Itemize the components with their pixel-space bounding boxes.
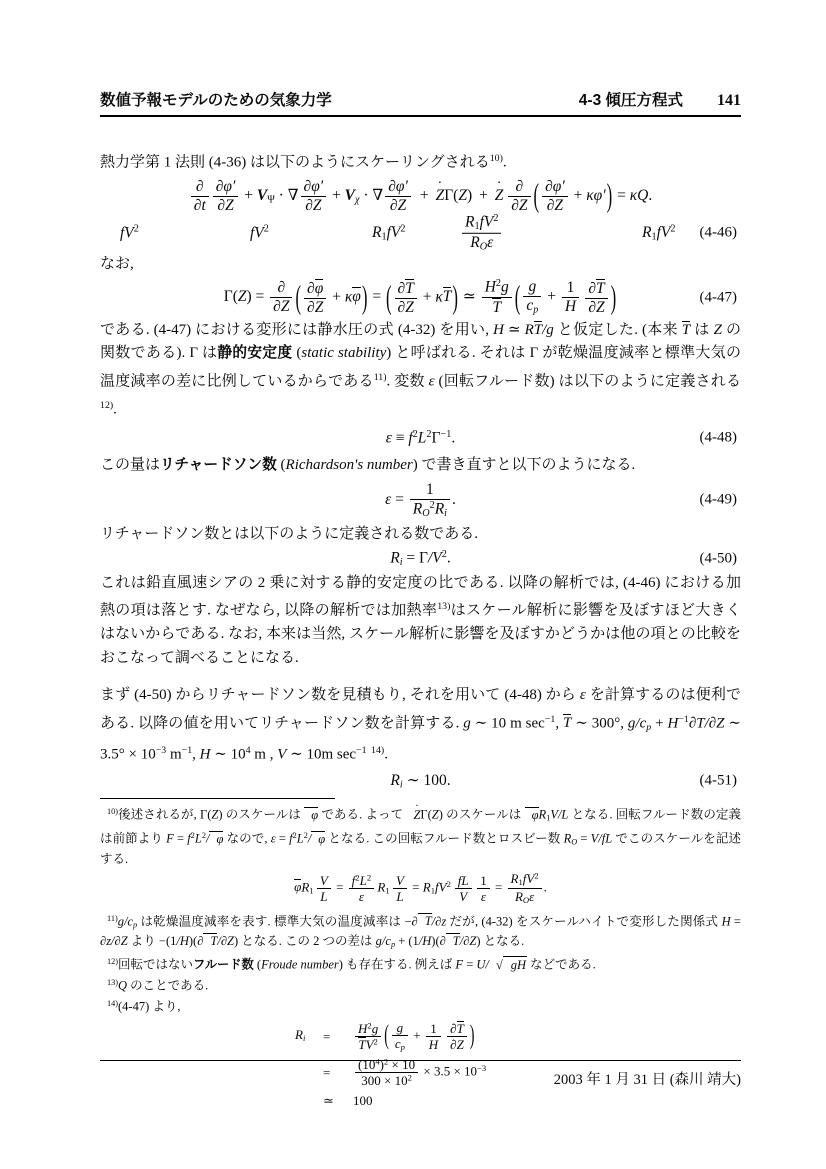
footnote-13: $^{13)}$Q のことである.: [107, 977, 209, 993]
equation-4-50: [100, 549, 741, 568]
footer-date: 2003 年 1 月 31 日 (森川 靖大): [553, 1072, 741, 1088]
equation-4-49-body: ε = $\frac{1}{RO^2Ri}$ .: [385, 480, 456, 520]
equation-4-49: [100, 481, 741, 520]
footnote-rule: [100, 798, 335, 799]
equation-4-51-body: Ri ∼ 100.: [390, 771, 451, 791]
paragraph-estimate: まず (4-50) からリチャードソン数を見積もり, それを用いて (4-48) から ε を計算するのは便利である. 以降の値を用いてリチャードソン数を計算する. g ∼ 10 m $\sec^{-1}$, T ∼ 300°, $g/cp + H^{-1}\partial T/\partial Z$ ∼ $3.5^\circ \times 10^{-3}$ $m^{-1}$, H ∼ $10^4$ m , V ∼ 10m $\sec^{-1} ^{14)}$.: [100, 687, 741, 763]
footnote-14: $^{14)}$(4-47) より,: [107, 998, 181, 1014]
fn14-rel-2: =: [323, 1065, 331, 1081]
equation-tag-4-48: (4-48): [699, 429, 737, 446]
paragraph-static-stability: である. (4-47) における変形には静水圧の式 (4-32) を用い, H ≃ RT/g と仮定した. (本来 T は Z の関数である). Γ は静的安定度 (static stability) と呼ばれる. それは Γ が乾燥温度減率と標準大気の温度減率の差に比例しているからである$^{11)}$. 変数 ε (回転フルード数) は以下のように定義される$^{12)}$.: [100, 321, 741, 418]
footnote-14-eq-row-1: [295, 1020, 741, 1053]
header-right: [579, 88, 741, 110]
section-title: 4-3 傾圧方程式: [578, 92, 683, 109]
equation-tag-4-49: (4-49): [699, 491, 737, 508]
paragraph-richardson-def: リチャードソン数とは以下のように定義される数である.: [100, 525, 479, 542]
fn14-lhs: Ri: [295, 1027, 306, 1044]
paragraph-shear-ratio: これは鉛直風速シアの 2 乗に対する静的安定度の比である. 以降の解析では, (4-46) における加熱の項は落とす. なぜなら, 以降の解析では加熱率$^{13)}$はスケール解析に影響を及ぼすほど大きくはないからである. なお, 本来は当然, スケール解析に影響を及ぼすかどうかは他の項との比較をおこなって調べることになる.: [100, 574, 741, 666]
equation-tag-4-50: (4-50): [699, 550, 737, 567]
scale-label-2: $fV^2$: [250, 223, 269, 242]
scale-label-1: $fV^2$: [120, 223, 139, 242]
book-title: 数値予報モデルのための気象力学: [100, 92, 332, 109]
page-header: [100, 88, 741, 117]
footnote-14-eq-row-3: [295, 1092, 741, 1109]
equation-tag-4-51: (4-51): [699, 772, 737, 789]
paragraph-nao: なお,: [100, 255, 134, 272]
equation-4-47-body: Γ(Z) = $\frac{\partial}{\partial Z}$ ( $\frac{\partial\varphi}{\partial Z}$ + κφ ) = ( $\frac{\partial T}{\partial Z}$ + κT ) ≃ $\frac{H^2g}{T}$ ( $\frac{g}{cp}$ + $\frac{1}{H}$ $\frac{\partial T}{\partial Z}$ ): [223, 278, 617, 316]
equation-4-50-body: $Ri = \Gamma/V^2$.: [390, 549, 451, 569]
page-footer: [100, 1060, 741, 1089]
fn14-rel-3: ≃: [323, 1093, 334, 1109]
equation-4-46: [100, 178, 741, 215]
equation-4-48: [100, 429, 741, 448]
fn14-rel-1: =: [323, 1029, 331, 1045]
footnote-10: $^{10)}$後述されるが, Γ(Z) のスケールは φ である. よって Z ˙Γ(Z) のスケールは φR1V/L となる. 回転フルード数の定義は前節より $F = f^2L^2/$ φ なので, $\varepsilon = f^2L^2/$ φ となる. この回転フルード数とロスビー数 RO = V/fL でこのスケールを記述する.: [100, 803, 741, 867]
equation-4-51: [100, 771, 741, 791]
paragraph-intro: 熱力学第 1 法則 (4-36) は以下のようにスケーリングされる$^{10)}$.: [100, 153, 507, 171]
footnote-10-equation: φR1 $\frac{V}{L}$ = $\frac{f^2L^2}{\varepsilon}$ R1 $\frac{V}{L}$ = $R1fV^2$ $\frac{fL}{V}$ $\frac{1}{\varepsilon}$ = $\frac{R1fV^2}{\text{ROε}}$ .: [294, 869, 547, 905]
equation-4-46-body: $\frac{\partial}{\partial t}$ $\frac{\partial\varphi'}{\partial Z}$ + VΨ · ∇ $\frac{\partial\varphi'}{\partial Z}$ + Vχ · ∇ $\frac{\partial\varphi'}{\partial Z}$ + Z ˙Γ(Z) + Z ˙ $\frac{\partial}{\partial Z}$ ( $\frac{\partial\varphi'}{\partial Z}$ + κφ′ ) = κQ.: [189, 178, 652, 215]
scale-label-3: $R1fV^2$: [372, 223, 406, 243]
footnote-11: $^{11)}$g/cp は乾燥温度減率を表す. 標準大気の温度減率は −∂ T/∂z だが, (4-32) をスケールハイトで変形した関係式 H = ∂z/∂Z より −(1/H)(∂ T/∂Z) となる. この 2 つの差は g/cp + (1/H)(∂ T/∂Z) となる.: [100, 913, 741, 950]
fn14-rhs-1: $\frac{H^2g}{TV^2}$ ( $\frac{g}{cp}$ + $\frac{1}{H}$ $\frac{\partial T}{\partial Z}$ ): [353, 1020, 475, 1053]
scale-label-4: $\frac{R1fV^2}{\text{ROε}}$: [460, 213, 503, 253]
fn14-rhs-2: $\frac{(10^4)^2 \times 10}{300 \times 10^2}$ × $3.5 \times 10^{-3}$: [353, 1057, 486, 1088]
page-number: 141: [717, 92, 741, 109]
footnote-12: $^{12)}$回転ではないフルード数 (Froude number) も存在する. 例えば F = U/ √ gH などである.: [107, 957, 596, 972]
equation-4-47: [100, 278, 741, 317]
equation-tag-4-46: (4-46): [699, 224, 737, 241]
equation-4-46-scale-row: [100, 212, 741, 253]
fn14-rhs-3: 100: [353, 1093, 373, 1109]
equation-tag-4-47: (4-47): [699, 289, 737, 306]
scale-label-5: $R1fV^2$: [642, 223, 676, 243]
paragraph-richardson-intro: この量はリチャードソン数 (Richardson's number) で書き直すと以下のようになる.: [100, 457, 636, 474]
equation-4-48-body: $\varepsilon \equiv f^2L^2\Gamma^{-1}$.: [385, 428, 456, 447]
